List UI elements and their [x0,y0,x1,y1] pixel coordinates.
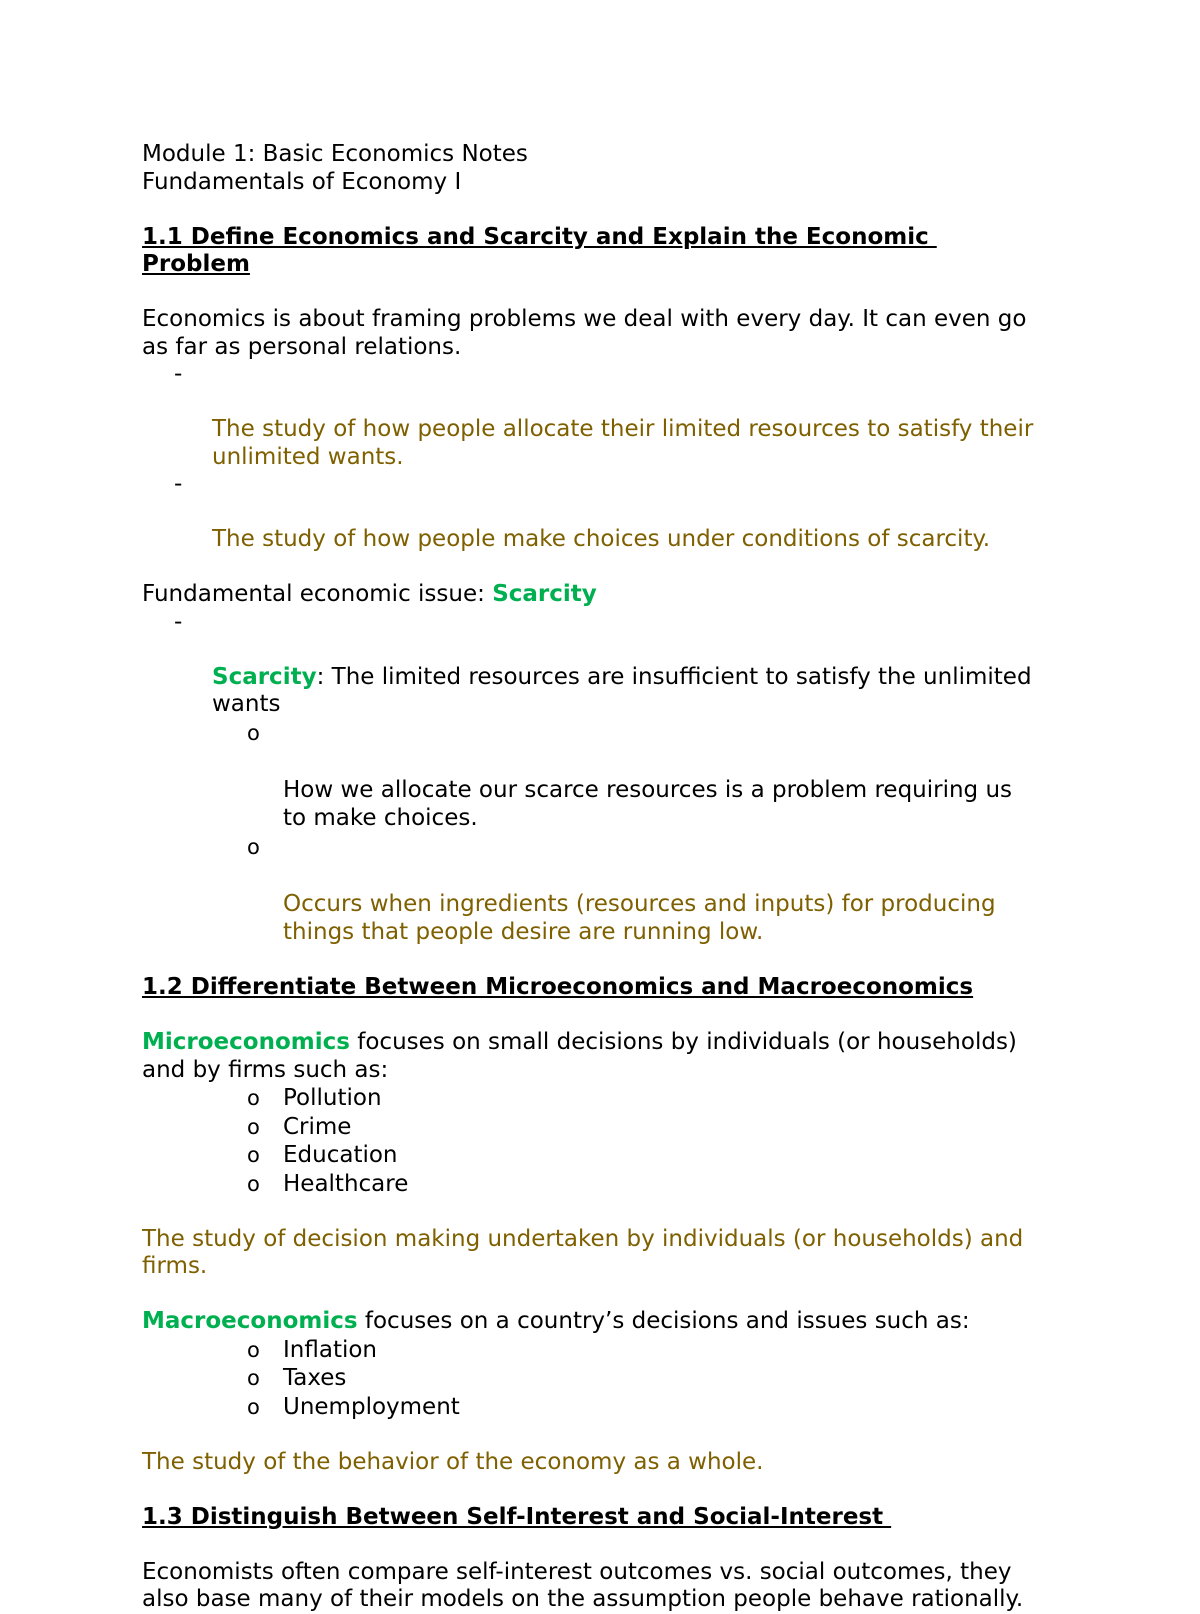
macro-text: focuses on a country’s decisions and issues such as: [357,1308,970,1334]
section-1-3-heading: 1.3 Distinguish Between Self-Interest and Social-Interest [142,1503,892,1530]
list-item [142,361,1082,471]
list-item [142,1170,1082,1199]
micro-term: Microeconomics [142,1029,350,1055]
section-1-3-text: Economists often compare self-interest outcomes vs. social outcomes, they also base many of their models on the assumption people behave rationally. [142,1558,1024,1612]
micro-item: Pollution [283,1085,382,1111]
issue-term: Scarcity [492,581,597,607]
document-subtitle: Fundamentals of Economy I [142,168,462,195]
micro-intro [142,1029,1082,1084]
document-title: Module 1: Basic Economics Notes [142,141,528,167]
circle-marker: o [247,1086,260,1110]
micro-definition: The study of decision making undertaken by individuals (or households) and firms. [142,1225,1024,1279]
macro-item: Unemployment [283,1393,460,1420]
list-item [142,471,1082,554]
micro-text: focuses on small decisions by individuals (or households) and by firms such as: [142,1029,1017,1083]
circle-marker: o [247,1114,260,1139]
dash-marker: - [174,471,183,497]
circle-marker: o [247,1366,260,1390]
definition-text: The study of how people make choices under conditions of scarcity. [212,526,991,552]
micro-item: Healthcare [283,1170,409,1197]
scarcity-definition: : The limited resources are insufficient to satisfy the unlimited wants [212,663,1032,717]
circle-marker: o [247,1143,260,1167]
circle-marker: o [247,1171,260,1196]
micro-item: Crime [283,1113,352,1140]
circle-marker: o [247,1394,260,1419]
document-page [142,141,1082,1614]
macro-item: Taxes [283,1365,347,1391]
list-item [142,1393,1082,1422]
macro-item: Inflation [283,1336,377,1363]
list-item [142,833,1082,947]
section-1-2-heading: 1.2 Differentiate Between Microeconomics and Macroeconomics [142,974,974,1000]
macro-term: Macroeconomics [142,1308,358,1334]
section-1-1-heading-line2: Problem [142,251,250,277]
economics-intro: Economics is about framing problems we deal with every day. It can even go as far as personal relations. [142,306,1027,360]
section-1-1-heading [142,224,1082,279]
macro-definition: The study of the behavior of the economy as a whole. [142,1448,764,1475]
list-item [142,1113,1082,1142]
circle-marker: o [247,720,260,745]
list-item [142,609,1082,719]
list-item [142,1364,1082,1393]
circle-marker: o [247,1337,260,1362]
fundamental-issue [142,581,1082,609]
dash-marker: - [174,361,183,387]
micro-item: Education [283,1142,398,1168]
scarcity-term: Scarcity [212,663,317,690]
issue-label: Fundamental economic issue: [142,581,493,607]
list-item [142,719,1082,833]
dash-marker: - [174,608,183,635]
list-item [142,1141,1082,1170]
macro-intro [142,1308,1082,1336]
list-item [142,1084,1082,1113]
circle-marker: o [247,834,260,859]
sub-item-text: Occurs when ingredients (resources and inputs) for producing things that people desire are running low. [283,890,996,945]
section-1-1-heading-line1: 1.1 Define Economics and Scarcity and Explain the Economic [142,223,937,250]
list-item [142,1336,1082,1365]
definition-text: The study of how people allocate their limited resources to satisfy their unlimited wants. [212,416,1034,470]
sub-item-text: How we allocate our scarce resources is a problem requiring us to make choices. [283,776,1013,831]
